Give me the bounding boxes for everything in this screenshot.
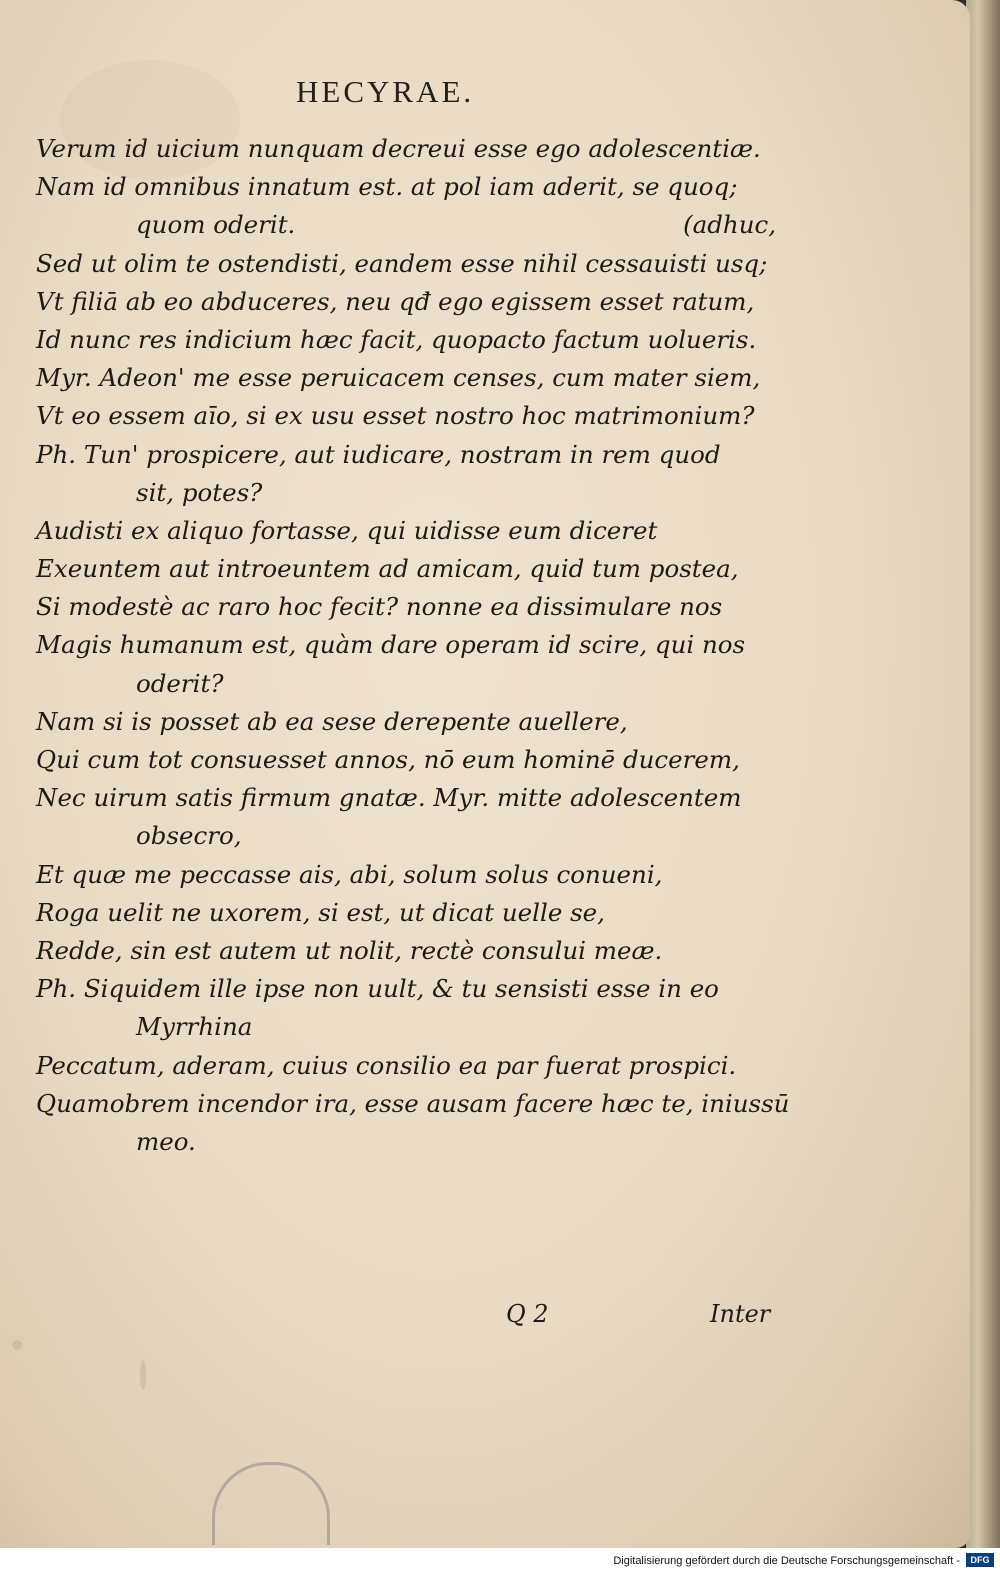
running-head: HECYRAE. [296,74,475,109]
stain [12,1340,22,1350]
text-line: Verum id uicium nunquam decreui esse ego adolescentiæ. [36,134,761,163]
text-line: sit, potes? [136,477,263,507]
text-line: Si modestè ac raro hoc fecit? nonne ea dissimulare nos [36,592,723,622]
text-line: obsecro, [136,821,242,851]
text-line: Myrrhina [136,1012,253,1042]
text-line: Ph. Siquidem ille ipse non uult, & tu sensisti esse in eo [36,974,719,1004]
text-line-continuation: (adhuc, [683,210,776,240]
text-line: Peccatum, aderam, cuius consilio ea par fuerat prospici. [36,1050,737,1080]
dfg-logo: DFG [966,1553,994,1567]
text-line: Vt filiā ab eo abduceres, neu qđ ego egissem esset ratum, [36,286,755,316]
text-line: Roga uelit ne uxorem, si est, ut dicat uelle se, [36,897,605,927]
catchline [0,1300,800,1340]
text-line: Redde, sin est autem ut nolit, rectè consului meæ. [36,935,663,965]
footer [0,1548,1000,1571]
text-line: Id nunc res indicium hæc facit, quopacto factum uolueris. [36,324,757,354]
text-line: Nam si is posset ab ea sese derepente auellere, [36,706,628,736]
text-line: Sed ut olim te ostendisti, eandem esse nihil cessauisti usq; [36,248,768,278]
text-line: Quamobrem incendor ira, esse ausam facere hæc te, iniussū [36,1088,790,1118]
signature-mark: Q 2 [506,1300,549,1328]
text-line: Exeuntem aut introeuntem ad amicam, quid tum postea, [36,554,739,584]
text-line: Myr. Adeon' me esse peruicacem censes, cum mater siem, [36,363,761,393]
text-line: Nam id omnibus innatum est. at pol iam aderit, se quoq; [36,172,738,202]
text-line: Qui cum tot consuesset annos, nō eum hominē ducerem, [36,745,740,774]
footer-note: Digitalisierung gefördert durch die Deutsche Forschungsgemeinschaft - [613,1555,960,1567]
text-line: Et quæ me peccasse ais, abi, solum solus conueni, [36,859,663,889]
text-line: oderit? [136,668,224,698]
text-line: meo. [136,1126,196,1156]
text-line: Ph. Tun' prospicere, aut iudicare, nostram in rem quod [36,439,721,469]
clip-shadow [212,1462,330,1545]
catchword: Inter [710,1300,771,1328]
text-line: Magis humanum est, quàm dare operam id scire, qui nos [36,630,746,660]
text-line: Nec uirum satis firmum gnatæ. Myr. mitte adolescentem [36,783,742,813]
text-line: quom oderit. [136,210,296,240]
stain [140,1360,146,1390]
text-line: Vt eo essem aīo, si ex usu esset nostro hoc matrimonium? [36,401,755,431]
page-edge [966,0,1000,1548]
text-line: Audisti ex aliquo fortasse, qui uidisse eum diceret [36,515,658,545]
text-block [36,130,796,1161]
